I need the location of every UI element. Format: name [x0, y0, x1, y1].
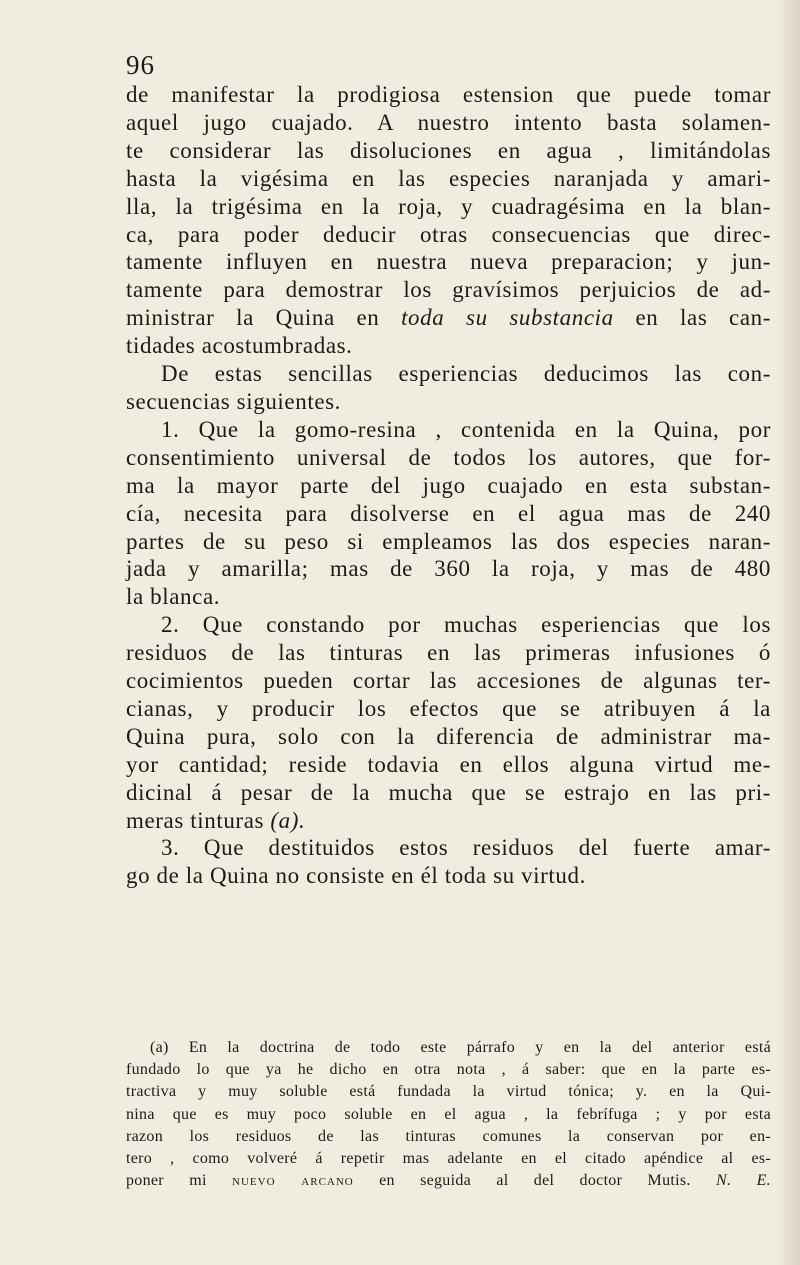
page-number: 96	[126, 50, 155, 80]
text-line: 1. Que la gomo-resina , contenida en la Quina, por	[161, 416, 771, 442]
text-line: partes de su peso si empleamos las dos especies naran-	[126, 528, 771, 554]
footnote	[126, 1037, 771, 1192]
footnote-line: fundado lo que ya he dicho en otra nota , á saber: que en la parte es-	[126, 1061, 771, 1079]
text-segment: en las can-	[635, 305, 772, 331]
text-line: cocimientos pueden cortar las accesiones de algunas ter-	[126, 668, 771, 694]
text-segment: meras tinturas	[126, 807, 265, 833]
text-line: hasta la vigésima en las especies naranjada y amari-	[126, 165, 771, 191]
text-line: dicinal á pesar de la mucha que se estrajo en las pri-	[126, 779, 771, 805]
footnote-reference: (a).	[270, 807, 306, 833]
text-line: De estas sencillas esperiencias deducimos las con-	[161, 361, 771, 387]
footnote-line: tractiva y muy soluble está fundada la virtud tónica; y. en la Qui-	[126, 1083, 771, 1101]
text-line: ca, para poder deducir otras consecuencias que direc-	[126, 221, 771, 247]
text-segment: ministrar la Quina en	[126, 305, 380, 331]
text-line: cianas, y producir los efectos que se atribuyen á la	[126, 695, 771, 721]
text-line	[126, 807, 771, 835]
text-line: la blanca.	[126, 584, 221, 610]
text-line: tamente para demostrar los gravísimos perjuicios de ad-	[126, 277, 771, 303]
text-segment: poner mi	[126, 1172, 207, 1190]
text-line: go de la Quina no consiste en él toda su virtud.	[126, 863, 586, 889]
text-line	[126, 304, 771, 332]
footnote-line: nina que es muy poco soluble en el agua , la febrífuga ; y por esta	[126, 1105, 771, 1123]
text-line: aquel jugo cuajado. A nuestro intento basta solamen-	[126, 109, 771, 135]
text-line: ma la mayor parte del jugo cuajado en esta substan-	[126, 472, 771, 498]
text-line: 2. Que constando por muchas esperiencias que los	[161, 612, 771, 638]
small-caps-title: nuevo arcano	[232, 1173, 354, 1190]
footnote-line: tero , como volveré á repetir mas adelante en el citado apéndice al es-	[126, 1150, 771, 1168]
footnote-line: razon los residuos de las tinturas comunes la conservan por en-	[126, 1127, 771, 1145]
text-line: lla, la trigésima en la roja, y cuadragésima en la blan-	[126, 193, 771, 219]
text-line: Quina pura, solo con la diferencia de administrar ma-	[126, 723, 771, 749]
text-line: cía, necesita para disolverse en el agua mas de 240	[126, 500, 771, 526]
text-line: jada y amarilla; mas de 360 la roja, y mas de 480	[126, 556, 771, 582]
text-line: residuos de las tinturas en las primeras infusiones ó	[126, 640, 771, 666]
text-line: yor cantidad; reside todavia en ellos alguna virtud me-	[126, 751, 771, 777]
text-line: tidades acostumbradas.	[126, 333, 353, 359]
text-segment: en seguida al del doctor Mutis.	[379, 1172, 691, 1190]
main-text	[126, 81, 771, 890]
text-line: te considerar las disoluciones en agua , limitándolas	[126, 137, 771, 163]
text-line: consentimiento universal de todos los autores, que for-	[126, 444, 771, 470]
footnote-line	[126, 1170, 771, 1192]
italic-emphasis: toda su substancia	[401, 305, 614, 331]
editor-note-mark: N. E.	[716, 1172, 771, 1190]
text-line: de manifestar la prodigiosa estension que puede tomar	[126, 82, 771, 107]
text-line: 3. Que destituidos estos residuos del fuerte amar-	[161, 835, 771, 861]
text-line: secuencias siguientes.	[126, 388, 342, 414]
text-line: tamente influyen en nuestra nueva preparacion; y jun-	[126, 249, 771, 275]
footnote-line: (a) En la doctrina de todo este párrafo y en la del anterior está	[150, 1039, 771, 1056]
page-edge-shadow	[776, 0, 800, 1265]
